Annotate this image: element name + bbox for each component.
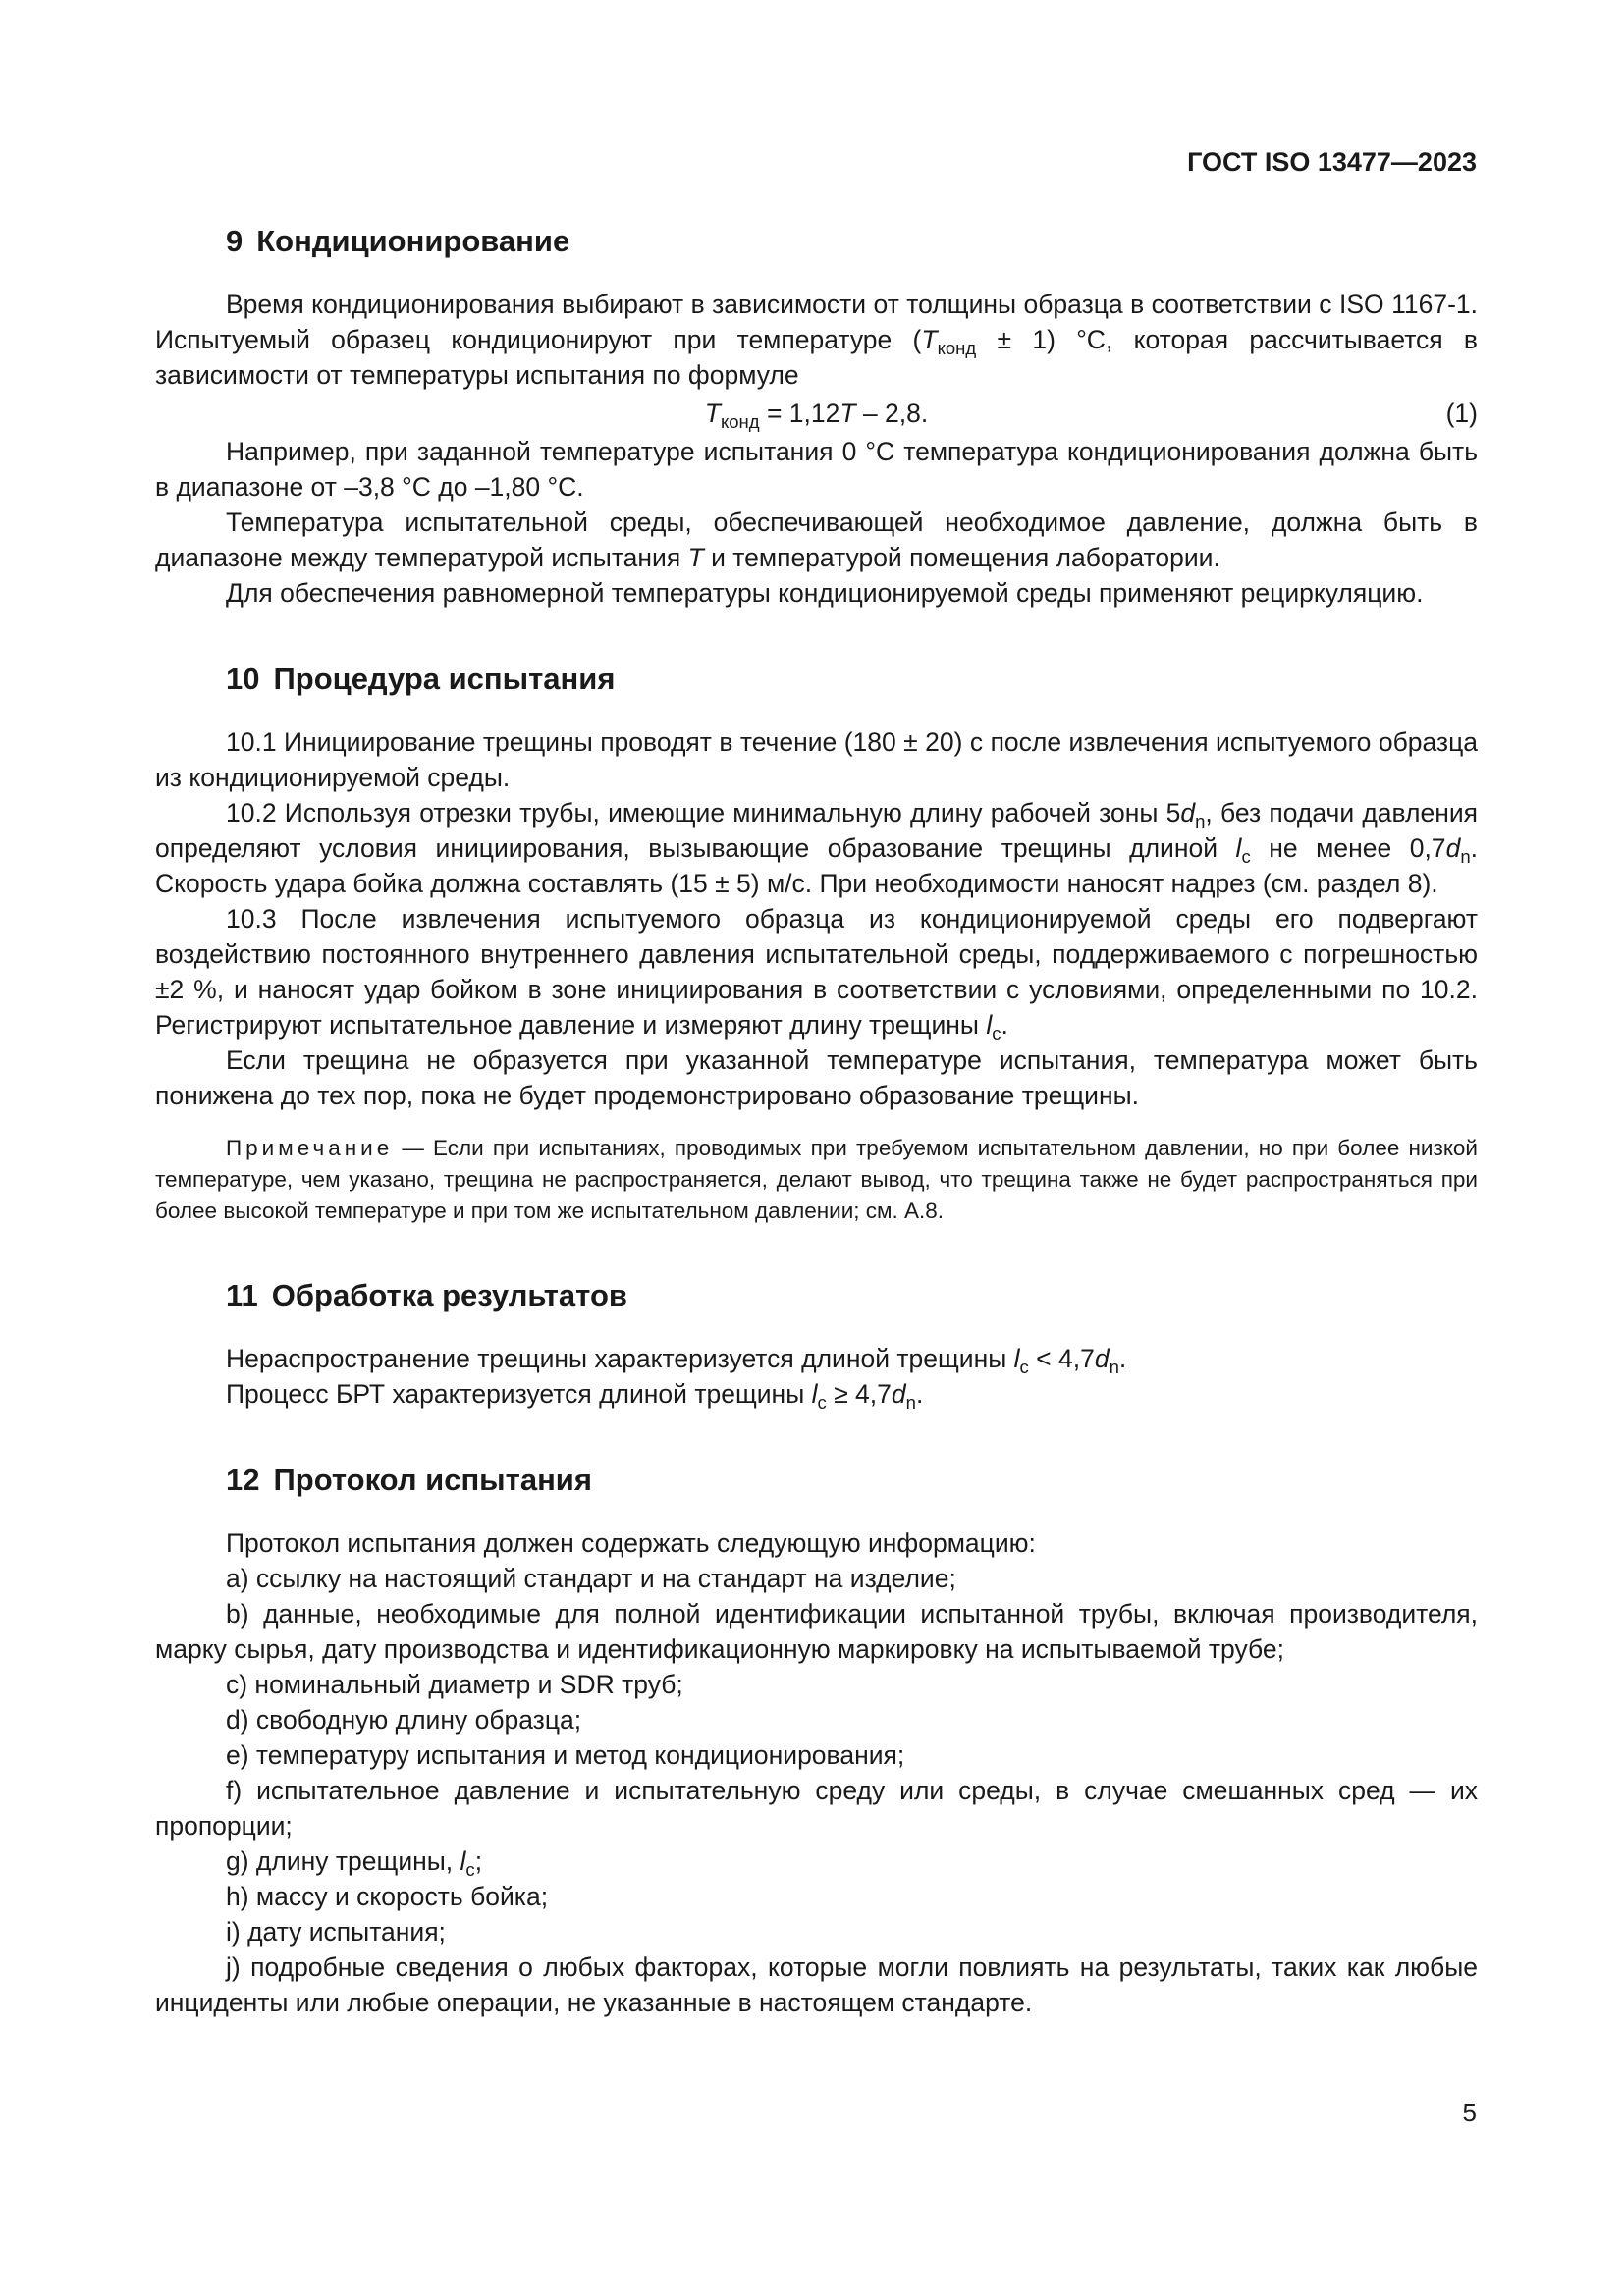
section-title: Кондиционирование [256, 224, 570, 258]
paragraph: Если трещина не образуется при указанной температуре испытания, температура может быть понижена до тех пор, пока не будет продемонстрировано образование трещины. [155, 1045, 1478, 1110]
paragraph: Процесс БРТ характеризуется длиной трещины $l_c \ge 4,7d_n$. [226, 1379, 924, 1413]
note-label: Примечание [226, 1136, 394, 1160]
section-title: Обработка результатов [271, 1278, 627, 1312]
list-item: i) дату испытания; [226, 1917, 446, 1947]
paragraph: Для обеспечения равномерной температуры кондиционируемой среды применяют рециркуляцию. [226, 578, 1424, 608]
document-header: ГОСТ ISO 13477—2023 [1187, 147, 1477, 177]
section-heading-11 [155, 1276, 1478, 1315]
formula-number: (1) [1445, 399, 1478, 428]
clause-10-2: 10.2 Используя отрезки трубы, имеющие минимальную длину рабочей зоны $5d_n$, без подачи давления определяют условия инициирования, вызывающие образование трещины длиной $l_c$ не менее $0,7d_n$. Скорость удара бойка должна составлять (15 ± 5) м/с. При необходимости наносят надрез (см. раздел 8). [155, 798, 1478, 898]
section-number: 9 [226, 224, 244, 258]
formula-expression: $T_{конд} = 1,12T - 2,8$. [704, 399, 929, 432]
paragraph: Нераспространение трещины характеризуется длиной трещины $l_c < 4,7d_n$. [226, 1344, 1127, 1377]
list-item: f) испытательное давление и испытательную среду или среды, в случае смешанных сред — их пропорции; [155, 1776, 1478, 1841]
paragraph: Например, при заданной температуре испытания 0 °С температура кондиционирования должна быть в диапазоне от –3,8 °С до –1,80 °С. [155, 437, 1478, 502]
list-item: a) ссылку на настоящий стандарт и на стандарт на изделие; [226, 1564, 956, 1593]
section-heading-10 [155, 660, 1478, 699]
section-number: 12 [226, 1463, 260, 1497]
paragraph: Протокол испытания должен содержать следующую информацию: [226, 1528, 1036, 1558]
list-item: g) длину трещины, $l_c$; [226, 1846, 483, 1880]
paragraph: Температура испытательной среды, обеспечивающей необходимое давление, должна быть в диапазоне между температурой испытания Т и температурой помещения лаборатории. [155, 507, 1478, 572]
list-item: h) массу и скорость бойка; [226, 1882, 549, 1911]
list-item: j) подробные сведения о любых факторах, которые могли повлиять на результаты, таких как любые инциденты или любые операции, не указанные в настоящем стандарте. [155, 1952, 1478, 2017]
note: Примечание — Если при испытаниях, проводимых при требуемом испытательном давлении, но при более низкой температуре, чем указано, трещина не распространяется, делают вывод, что трещина также не будет распространяться при более высокой температуре и при том же испытательном давлении; см. А.8. [155, 1136, 1478, 1223]
section-title: Процедура испытания [273, 662, 616, 696]
page-number: 5 [1462, 2098, 1477, 2127]
clause-10-1: 10.1 Инициирование трещины проводят в течение (180 ± 20) с после извлечения испытуемого образца из кондиционируемой среды. [155, 727, 1478, 792]
section-heading-12 [155, 1461, 1478, 1500]
document-body [155, 222, 1478, 2020]
formula [155, 393, 1478, 434]
list-item: b) данные, необходимые для полной идентификации испытанной трубы, включая производителя, марку сырья, дату производства и идентификационную маркировку на испытываемой трубе; [155, 1599, 1478, 1664]
section-heading-9 [155, 222, 1478, 261]
section-title: Протокол испытания [273, 1463, 592, 1497]
paragraph: Время кондиционирования выбирают в зависимости от толщины образца в соответствии с ISO 1167-1. Испытуемый образец кондиционируют при температуре $(T_{конд} \pm 1)$ °С, которая рассчитывается в зависимости от температуры испытания по формуле [155, 290, 1478, 390]
section-number: 11 [226, 1278, 258, 1312]
clause-10-3: 10.3 После извлечения испытуемого образца из кондиционируемой среды его подвергают воздействию постоянного внутреннего давления испытательной среды, поддерживаемого с погрешностью ±2 %, и наносят удар бойком в зоне инициирования в соответствии с условиями, определенными по 10.2. Регистрируют испытательное давление и измеряют длину трещины $l_c$. [155, 904, 1478, 1043]
list-item: c) номинальный диаметр и SDR труб; [226, 1670, 683, 1699]
list-item: d) свободную длину образца; [226, 1705, 582, 1735]
list-item: e) температуру испытания и метод кондиционирования; [226, 1740, 905, 1770]
section-number: 10 [226, 662, 260, 696]
